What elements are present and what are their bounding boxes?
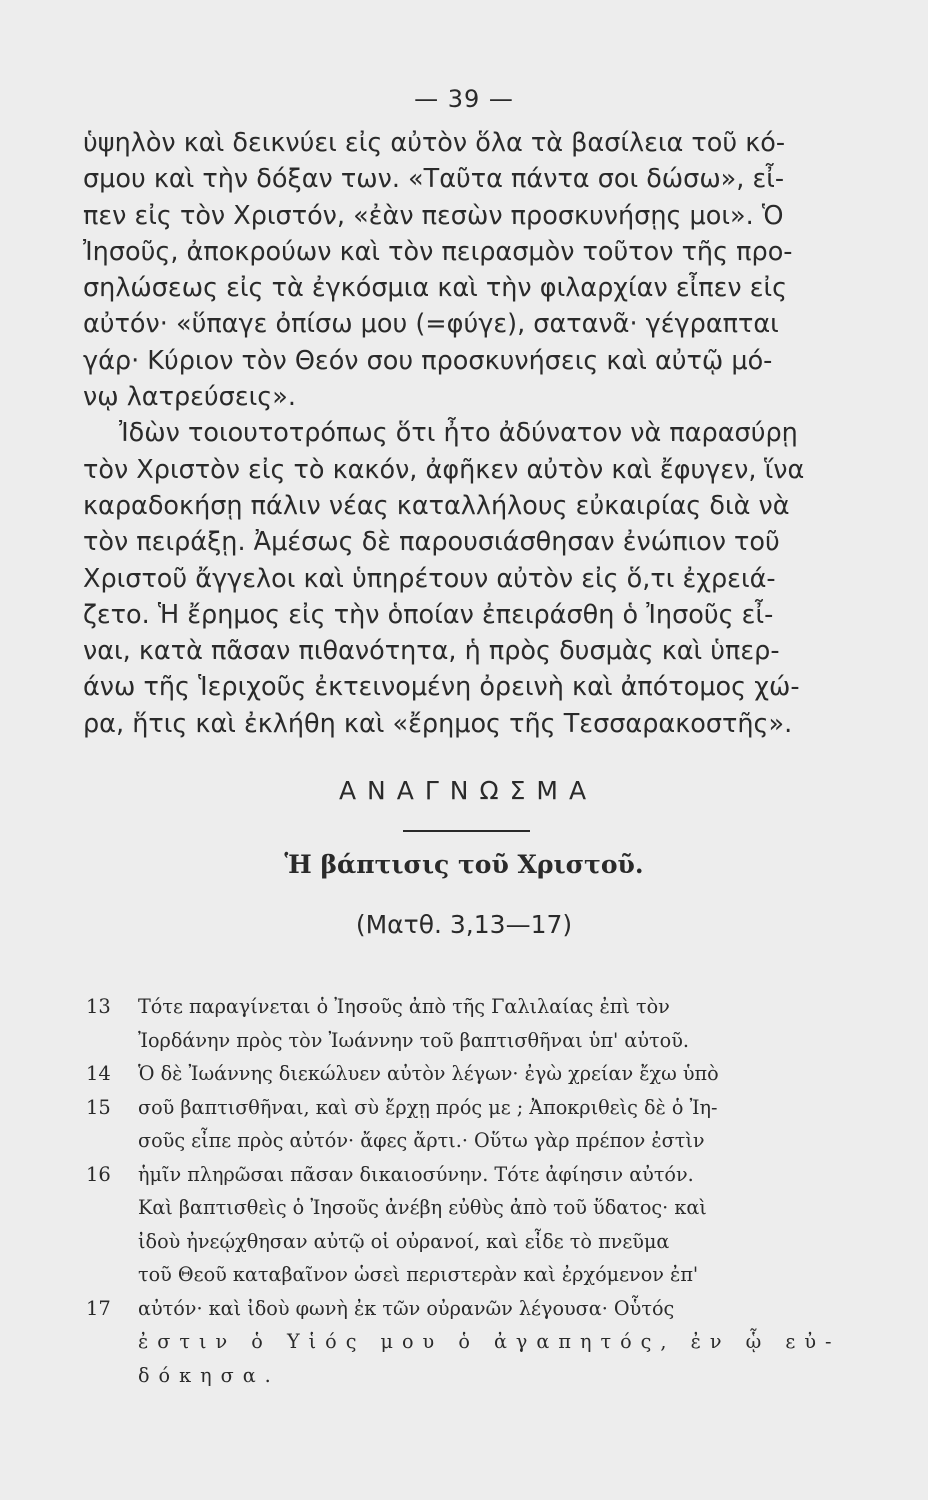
text-line: ναι, κατὰ πᾶσαν πιθανότητα, ἡ πρὸς δυσμὰς καὶ ὑπερ- <box>83 636 780 667</box>
verse-line <box>0 1124 928 1158</box>
text-line: άνω τῆς Ἱεριχοῦς ἐκτεινομένη ὀρεινὴ καὶ ἀπότομος χώ- <box>83 672 800 703</box>
verse-line <box>0 1024 928 1058</box>
text-line: ὑψηλὸν καὶ δεικνύει εἰς αὐτὸν ὅλα τὰ βασίλεια τοῦ κό- <box>83 128 786 158</box>
scripture-reference: (Ματθ. 3,13—17) <box>355 910 573 939</box>
verse-line <box>0 1359 928 1393</box>
verse-number: 14 <box>86 1062 111 1085</box>
body-text <box>83 125 855 742</box>
text-line: τὸν Χριστὸν εἰς τὸ κακόν, ἀφῆκεν αὐτὸν καὶ ἔφυγεν, ἵνα <box>83 454 805 485</box>
verse-text: Ὁ δὲ Ἰωάννης διεκώλυεν αὐτὸν λέγων· ἐγὼ χρείαν ἔχω ὑπὸ <box>138 1062 719 1085</box>
verse-block <box>0 990 928 1392</box>
verse-text: δόκησα. <box>138 1363 280 1387</box>
text-line: νῳ λατρεύσεις». <box>83 382 296 413</box>
verse-number: 17 <box>86 1296 111 1320</box>
text-line: Χριστοῦ ἄγγελοι καὶ ὑπηρέτουν αὐτὸν εἰς ὅ,τι ἐχρειά- <box>83 563 776 594</box>
verse-line <box>0 1158 928 1192</box>
verse-number: 15 <box>86 1095 111 1119</box>
text-line: γάρ· Κύριον τὸν Θεόν σου προσκυνήσεις καὶ αὐτῷ μό- <box>83 345 773 376</box>
verse-text: αὐτόν· καὶ ἰδοὺ φωνὴ ἐκ τῶν οὐρανῶν λέγουσα· Οὗτός <box>138 1296 675 1320</box>
verse-line <box>0 1292 928 1326</box>
verse-line <box>0 990 928 1024</box>
divider-rule <box>403 830 530 832</box>
text-line: αὐτόν· «ὕπαγε ὀπίσω μου (=φύγε), σατανᾶ· γέγραπται <box>83 309 779 340</box>
verse-number: 16 <box>86 1162 111 1186</box>
verse-line <box>0 1325 928 1359</box>
page-number: — 39 — <box>414 85 514 113</box>
reading-title: Ἡ βάπτισις τοῦ Χριστοῦ. <box>284 850 644 879</box>
paragraph-1 <box>83 125 855 415</box>
text-line: τὸν πειράξῃ. Ἀμέσως δὲ παρουσιάσθησαν ἐνώπιον τοῦ <box>83 527 780 558</box>
text-line: καραδοκήσῃ πάλιν νέας καταλλήλους εὐκαιρίας διὰ νὰ <box>83 490 790 521</box>
verse-number: 13 <box>86 995 111 1018</box>
text-line: Ἰδὼν τοιουτοτρόπως ὅτι ἦτο ἀδύνατον νὰ παρασύρῃ <box>119 418 798 449</box>
verse-line <box>0 1057 928 1091</box>
verse-text: ἐστιν ὁ Υἱός μου ὁ ἀγαπητός, ἐν ᾧ εὐ- <box>138 1330 841 1353</box>
verse-line <box>0 1258 928 1292</box>
text-line: σμου καὶ τὴν δόξαν των. «Ταῦτα πάντα σοι δώσω», εἶ- <box>83 164 785 195</box>
text-line: ρα, ἥτις καὶ ἐκλήθη καὶ «ἔρημος τῆς Τεσσαρακοστῆς». <box>83 708 793 739</box>
verse-text: Ἰορδάνην πρὸς τὸν Ἰωάννην τοῦ βαπτισθῆναι ὑπ' αὐτοῦ. <box>138 1028 689 1052</box>
verse-text: Καὶ βαπτισθεὶς ὁ Ἰησοῦς ἀνέβη εὐθὺς ἀπὸ τοῦ ὕδατος· καὶ <box>138 1196 707 1219</box>
verse-text: Τότε παραγίνεται ὁ Ἰησοῦς ἀπὸ τῆς Γαλιλαίας ἐπὶ τὸν <box>138 995 670 1018</box>
text-line: σηλώσεως εἰς τὰ ἐγκόσμια καὶ τὴν φιλαρχίαν εἶπεν εἰς <box>83 273 788 304</box>
verse-line <box>0 1091 928 1125</box>
text-line: ζετο. Ἡ ἔρημος εἰς τὴν ὁποίαν ἐπειράσθη ὁ Ἰησοῦς εἶ- <box>83 599 774 630</box>
text-line: Ἰησοῦς, ἀποκρούων καὶ τὸν πειρασμὸν τοῦτον τῆς προ- <box>83 236 793 267</box>
verse-text: ἰδοὺ ἠνεῴχθησαν αὐτῷ οἱ οὐρανοί, καὶ εἶδε τὸ πνεῦμα <box>138 1229 670 1253</box>
section-heading: ΑΝΑΓΝΩΣΜΑ <box>338 776 598 805</box>
verse-line <box>0 1191 928 1225</box>
paragraph-2 <box>83 415 855 742</box>
verse-text: σοῦς εἶπε πρὸς αὐτόν· ἄφες ἄρτι.· Οὕτω γὰρ πρέπον ἐστὶν <box>138 1129 705 1152</box>
verse-text: τοῦ Θεοῦ καταβαῖνον ὡσεὶ περιστερὰν καὶ ἐρχόμενον ἐπ' <box>138 1263 699 1286</box>
verse-text: σοῦ βαπτισθῆναι, καὶ σὺ ἔρχῃ πρός με ; Ἀποκριθεὶς δὲ ὁ Ἰη- <box>138 1095 718 1119</box>
verse-text: ἡμῖν πληρῶσαι πᾶσαν δικαιοσύνην. Τότε ἀφίησιν αὐτόν. <box>138 1162 694 1186</box>
text-line: πεν εἰς τὸν Χριστόν, «ἐὰν πεσὼν προσκυνήσῃς μοι». Ὁ <box>83 200 784 231</box>
verse-line <box>0 1225 928 1259</box>
